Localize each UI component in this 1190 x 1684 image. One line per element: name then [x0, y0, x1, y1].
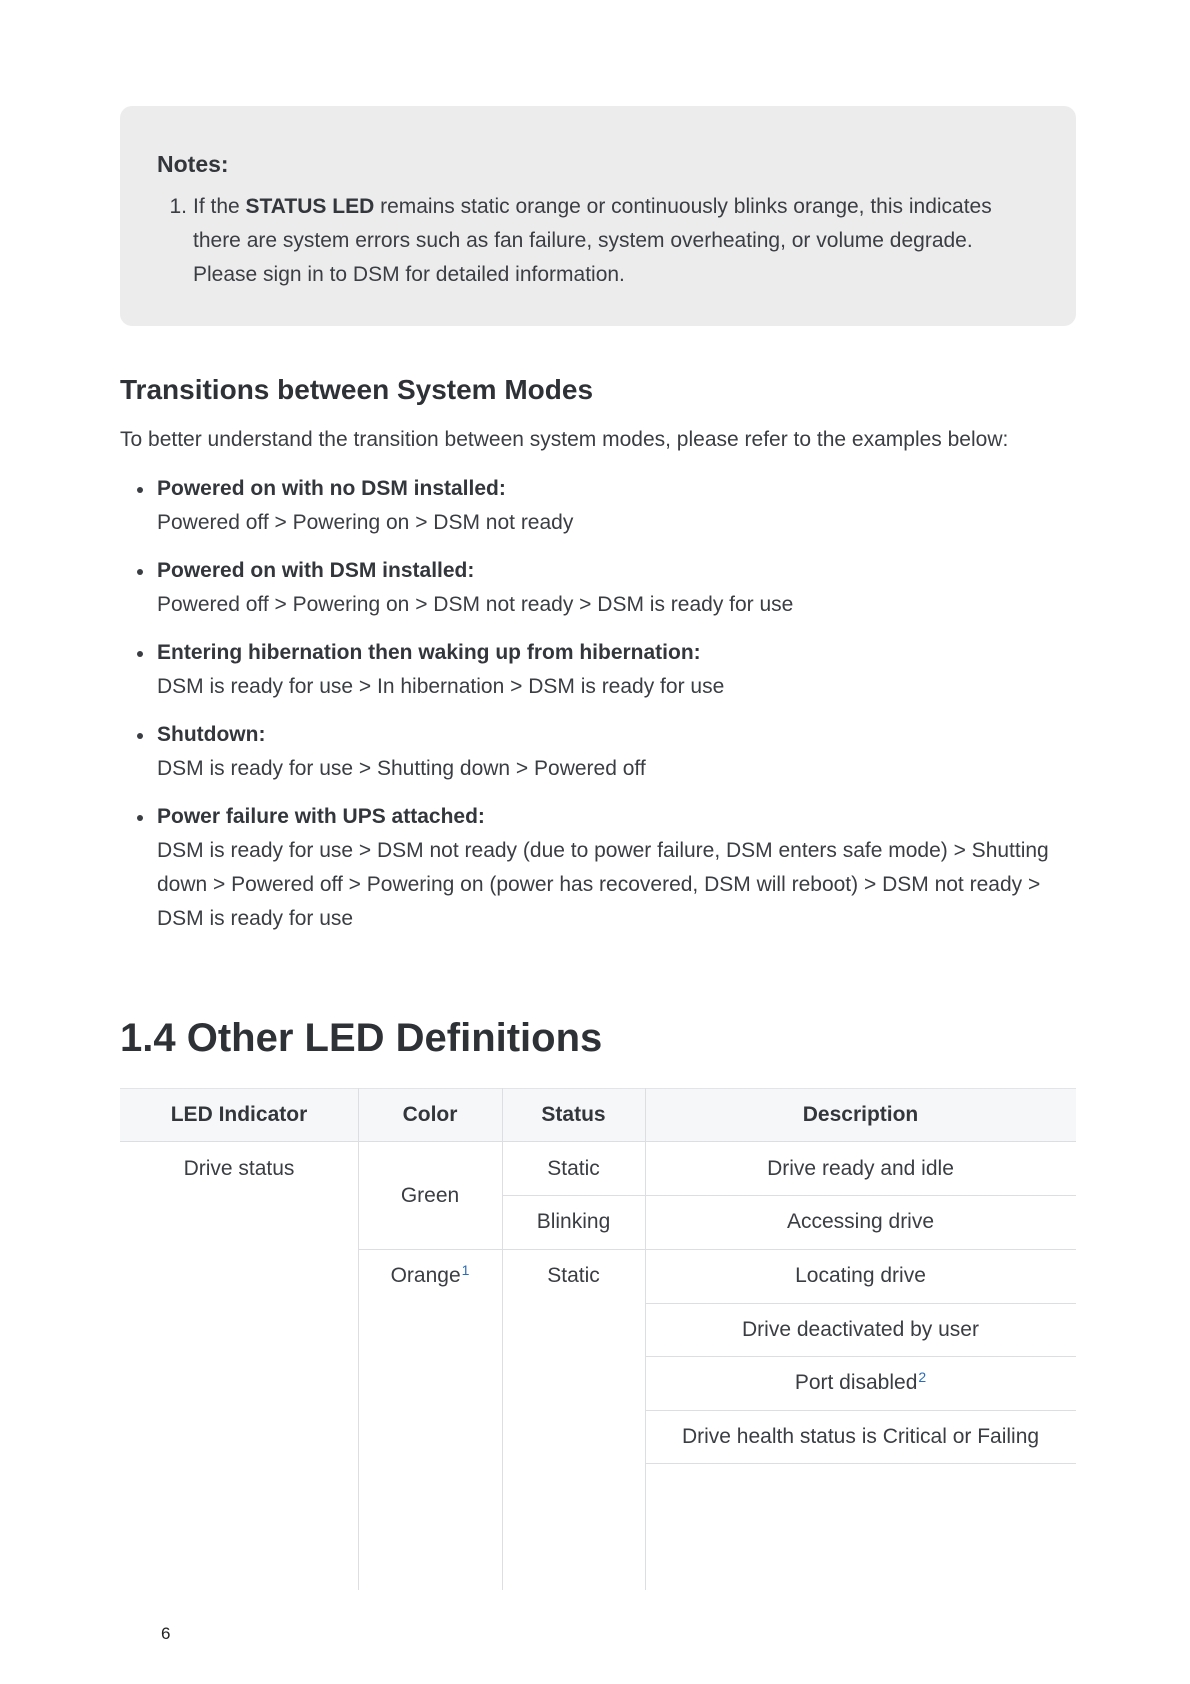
- table-cell-description: Drive health status is Critical or Failing: [681, 1424, 1040, 1448]
- list-item-body: DSM is ready for use > In hibernation > DSM is ready for use: [157, 675, 725, 698]
- table-header-led-indicator: LED Indicator: [170, 1103, 308, 1126]
- list-item-title: Power failure with UPS attached:: [157, 805, 485, 828]
- table-cell-description: [645, 1356, 1076, 1410]
- table-cell-status-blinking: Blinking: [536, 1210, 611, 1233]
- table-header-status: Status: [541, 1103, 606, 1126]
- transitions-heading: Transitions between System Modes: [120, 374, 594, 405]
- list-item-title: Shutdown:: [157, 723, 266, 746]
- list-item-title: Powered on with DSM installed:: [157, 559, 475, 582]
- notes-item-prefix: If the: [193, 195, 246, 218]
- section-heading: 1.4 Other LED Definitions: [120, 1016, 603, 1060]
- list-item-body: Powered off > Powering on > DSM not ready: [157, 511, 574, 534]
- table-cell-status-static-orange: Static: [547, 1263, 600, 1287]
- notes-item-text: [193, 190, 1040, 292]
- table-cell-description: Drive deactivated by user: [742, 1317, 979, 1341]
- bullet-icon: [137, 815, 143, 821]
- table-cell-description: Locating drive: [795, 1264, 926, 1287]
- footnote-ref-1[interactable]: 1: [461, 1261, 470, 1278]
- led-definitions-table: [120, 1088, 1076, 1590]
- table-cell-color-green: Green: [400, 1183, 460, 1207]
- notes-item-suffix: remains static orange or continuously blinks orange, this indicates there are system errors such as fan failure, system overheating, or volume degrade. Please sign in to DSM for detailed information.: [193, 195, 992, 286]
- color-orange-label: Orange: [390, 1263, 461, 1287]
- notes-box: [120, 106, 1076, 326]
- list-item: [120, 554, 1080, 622]
- notes-item: [157, 190, 1040, 292]
- table-cell-description: Accessing drive: [786, 1210, 935, 1233]
- table-header-description: Description: [802, 1103, 919, 1126]
- table-cell-led-indicator: Drive status: [183, 1156, 295, 1180]
- list-item-title: Entering hibernation then waking up from hibernation:: [157, 641, 701, 664]
- notes-item-bold: STATUS LED: [245, 195, 375, 218]
- list-item-body: Powered off > Powering on > DSM not ready > DSM is ready for use: [157, 593, 794, 616]
- bullet-icon: [137, 487, 143, 493]
- table-cell-description: Drive ready and idle: [767, 1156, 954, 1180]
- list-item-body: DSM is ready for use > DSM not ready (due to power failure, DSM enters safe mode) > Shutting down > Powered off > Powering on (power has recovered, DSM will reboot) > DSM not ready > DSM is ready for use: [157, 839, 1049, 930]
- list-item: [120, 800, 1080, 936]
- footnote-ref-2[interactable]: 2: [918, 1369, 927, 1385]
- row-divider: [645, 1463, 1076, 1464]
- table-header-color: Color: [402, 1103, 458, 1126]
- page-number: 6: [161, 1624, 171, 1643]
- port-disabled-label: Port disabled: [794, 1371, 918, 1394]
- list-item: [120, 718, 1080, 786]
- transitions-intro: To better understand the transition between system modes, please refer to the examples below:: [120, 428, 1009, 451]
- bullet-icon: [137, 569, 143, 575]
- list-item-body: DSM is ready for use > Shutting down > Powered off: [157, 757, 646, 780]
- list-item: [120, 636, 1080, 704]
- table-cell-color-orange: [358, 1249, 502, 1302]
- notes-item-number: 1.: [169, 195, 187, 218]
- transitions-list: [120, 472, 1080, 950]
- notes-title: Notes:: [157, 151, 229, 177]
- table-cell-status-static: Static: [547, 1156, 600, 1180]
- list-item-title: Powered on with no DSM installed:: [157, 477, 506, 500]
- bullet-icon: [137, 733, 143, 739]
- list-item: [120, 472, 1080, 540]
- bullet-icon: [137, 651, 143, 657]
